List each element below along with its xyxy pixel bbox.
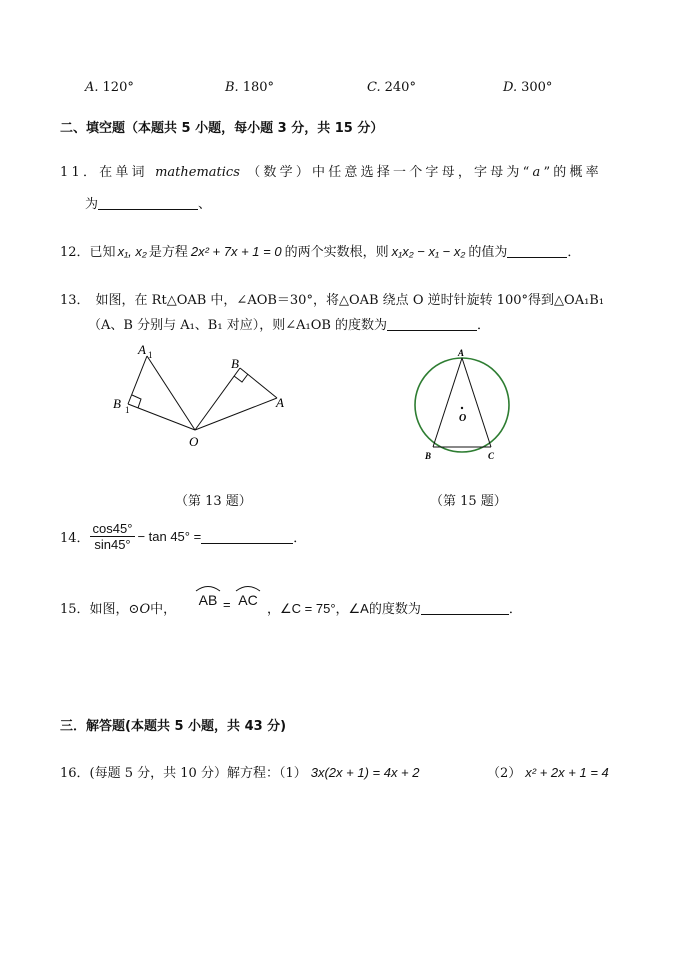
option-value: 240° <box>384 80 416 95</box>
question-13-line2 <box>88 314 490 333</box>
question-11 <box>60 161 602 180</box>
q10-option-a <box>85 80 134 95</box>
option-value: 180° <box>242 80 275 95</box>
q11-text-b: （数学）中任意选择一个字母，字母为“ <box>247 165 533 180</box>
question-14 <box>60 521 306 552</box>
q12-roots: x₁, x₂ <box>117 244 147 259</box>
segment-a-o <box>195 398 277 430</box>
q15-text-4: 的度数为 <box>368 602 421 617</box>
arc-label: AC <box>238 592 258 608</box>
label-o: O <box>189 434 199 449</box>
figure-13 <box>100 338 300 453</box>
question-number: 13． <box>60 293 90 308</box>
q16-intro: (每题 5 分，共 10 分）解方程：（1） <box>89 766 307 781</box>
question-number: 11． <box>60 165 100 180</box>
label-o: O <box>459 413 467 424</box>
q15-condition: ，∠C = 75°，∠A <box>267 601 369 616</box>
right-angle-mark <box>234 374 248 382</box>
segment-o-a1 <box>147 356 195 430</box>
option-letter: A. <box>85 80 99 95</box>
option-value: 120° <box>102 80 134 95</box>
segment-b-a <box>240 368 277 398</box>
circle-o <box>415 358 509 452</box>
q15-tail: ． <box>508 602 522 617</box>
q11-tail: 、 <box>198 197 212 212</box>
q14-tail: ． <box>293 531 307 546</box>
q16-equation-1: 3x(2x + 1) = 4x + 2 <box>310 765 420 780</box>
q10-option-b <box>225 80 274 95</box>
q16-part2-label: （2） <box>487 766 522 781</box>
label-b1: B <box>113 396 121 411</box>
question-13 <box>60 289 604 308</box>
q11-word: mathematics <box>155 165 240 180</box>
center-point <box>461 407 463 409</box>
answer-blank[interactable] <box>387 317 477 331</box>
q12-expression: x₁x₂ − x₁ − x₂ <box>391 244 466 259</box>
q11-letter: a <box>532 165 544 180</box>
q15-text: 如图，⊙ <box>89 602 140 617</box>
figure-15 <box>405 343 520 468</box>
q15-equals: = <box>223 597 231 612</box>
answer-blank[interactable] <box>421 601 509 615</box>
question-number: 14． <box>60 531 90 546</box>
q12-text-3: 的两个实数根，则 <box>284 245 389 260</box>
q11-text-c: ”的概率 <box>543 165 602 180</box>
q13-text: 如图，在 Rt△OAB 中，∠AOB＝30°，将△OAB 绕点 O 逆时针旋转 100°得到△OA₁B₁ <box>95 293 605 308</box>
q15-arc-ab <box>195 584 221 609</box>
arc-label: AB <box>198 592 218 608</box>
answer-blank[interactable] <box>201 530 293 544</box>
label-a1: A <box>138 342 146 357</box>
arc-mark <box>235 584 261 592</box>
q13-tail: ． <box>477 318 491 333</box>
question-12 <box>60 241 580 260</box>
option-value: 300° <box>521 80 553 95</box>
q12-text-4: 的值为 <box>468 245 508 260</box>
question-16 <box>60 762 420 781</box>
question-number: 15． <box>60 602 90 617</box>
q13-text-2: （A、B 分别与 A₁、B₁ 对应），则∠A₁OB 的度数为 <box>88 318 388 333</box>
q12-tail: ． <box>567 245 581 260</box>
question-15-rest <box>267 598 522 617</box>
label-a: A <box>276 395 284 410</box>
question-11-line2 <box>85 193 211 212</box>
q10-option-d <box>503 80 552 95</box>
option-letter: C. <box>367 80 381 95</box>
option-letter: B. <box>225 80 239 95</box>
q12-text: 已知 <box>89 245 116 260</box>
label-a: A <box>458 348 465 358</box>
q16-equation-2: x² + 2x + 1 = 4 <box>525 765 609 780</box>
label-b1-sub: 1 <box>125 405 130 415</box>
section-3-heading: 三．解答题(本题共 5 小题，共 43 分) <box>60 719 287 734</box>
segment-a-b <box>433 358 462 447</box>
label-b: B <box>231 356 239 371</box>
question-number: 16． <box>60 766 90 781</box>
q15-text-2: 中， <box>150 602 177 617</box>
q12-text-2: 是方程 <box>148 245 188 260</box>
q14-fraction <box>90 521 136 552</box>
arc-mark <box>195 584 221 592</box>
q14-expression: − tan 45° = <box>137 529 202 544</box>
question-16-part2 <box>487 762 609 781</box>
q12-equation: 2x² + 7x + 1 = 0 <box>190 244 282 259</box>
caption-figure-15: （第 15 题） <box>430 494 507 509</box>
question-number: 12． <box>60 245 90 260</box>
q10-option-c <box>367 80 416 95</box>
option-letter: D. <box>503 80 518 95</box>
segment-a1-b1 <box>128 356 147 404</box>
answer-blank[interactable] <box>98 196 198 210</box>
label-c: C <box>488 451 495 461</box>
label-b: B <box>425 451 432 461</box>
q11-text-2: 为 <box>85 197 99 212</box>
fraction-numerator: cos45° <box>90 521 136 537</box>
answer-blank[interactable] <box>507 244 567 258</box>
q11-text: 在单词 <box>99 165 148 180</box>
fraction-denominator: sin45° <box>94 537 131 552</box>
label-a1-sub: 1 <box>148 350 153 360</box>
segment-a-c <box>462 358 491 447</box>
caption-figure-13: （第 13 题） <box>175 494 252 509</box>
q15-circle-letter: O <box>139 602 151 617</box>
section-2-heading: 二、填空题（本题共 5 小题，每小题 3 分，共 15 分） <box>60 121 384 136</box>
question-15 <box>60 598 176 617</box>
q15-arc-ac <box>235 584 261 609</box>
